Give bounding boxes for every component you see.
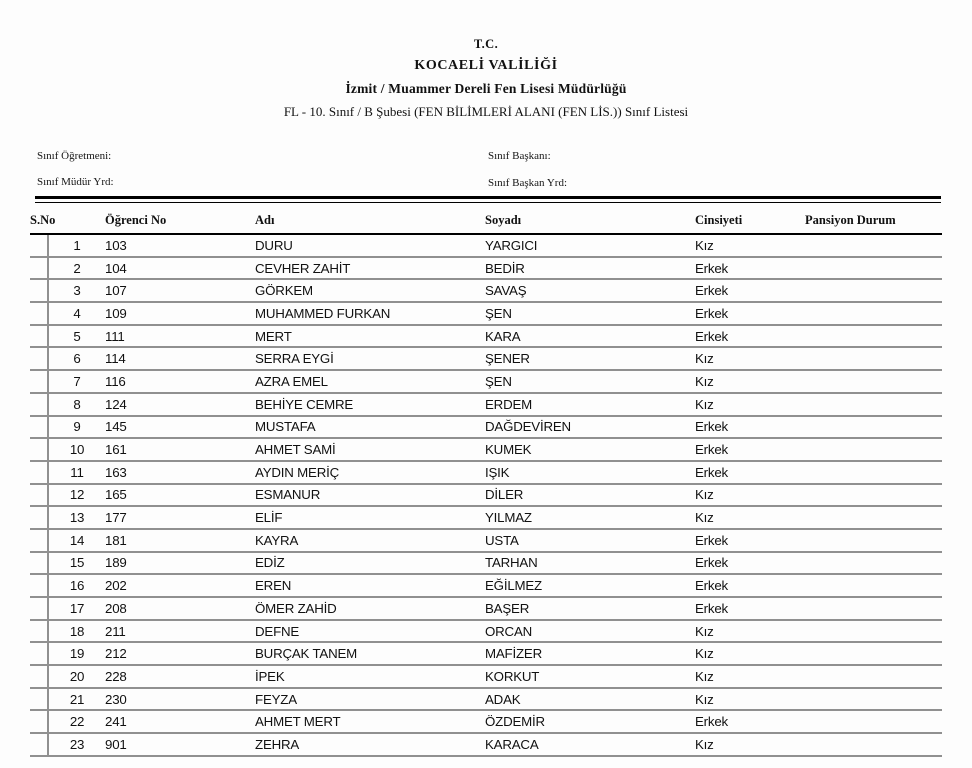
cell-adi: EREN — [255, 574, 485, 597]
cell-soyadi: ADAK — [485, 688, 695, 711]
table-row — [30, 347, 942, 370]
row-left-spacer — [30, 234, 48, 257]
cell-pansiyon — [805, 597, 942, 620]
row-left-spacer — [30, 574, 48, 597]
row-left-spacer — [30, 438, 48, 461]
row-left-spacer — [30, 529, 48, 552]
cell-cinsiyeti: Erkek — [695, 257, 805, 280]
cell-pansiyon — [805, 733, 942, 756]
table-header-row — [30, 203, 942, 234]
cell-s_no: 20 — [48, 665, 105, 688]
table-row — [30, 552, 942, 575]
cell-cinsiyeti: Kız — [695, 620, 805, 643]
row-left-spacer — [30, 347, 48, 370]
cell-cinsiyeti: Erkek — [695, 325, 805, 348]
cell-s_no: 22 — [48, 710, 105, 733]
cell-soyadi: IŞIK — [485, 461, 695, 484]
column-header-adi: Adı — [255, 203, 485, 234]
cell-cinsiyeti: Erkek — [695, 710, 805, 733]
table-row — [30, 733, 942, 756]
table-row — [30, 665, 942, 688]
table-row — [30, 302, 942, 325]
cell-ogrenci_no: 230 — [105, 688, 255, 711]
cell-soyadi: ŞEN — [485, 370, 695, 393]
cell-pansiyon — [805, 347, 942, 370]
cell-cinsiyeti: Kız — [695, 688, 805, 711]
cell-s_no: 8 — [48, 393, 105, 416]
form-label-class-vice-principal: Sınıf Müdür Yrd: — [37, 176, 114, 188]
cell-adi: ÖMER ZAHİD — [255, 597, 485, 620]
cell-adi: MUHAMMED FURKAN — [255, 302, 485, 325]
cell-ogrenci_no: 161 — [105, 438, 255, 461]
cell-s_no: 11 — [48, 461, 105, 484]
cell-pansiyon — [805, 620, 942, 643]
cell-adi: MUSTAFA — [255, 416, 485, 439]
cell-s_no: 2 — [48, 257, 105, 280]
cell-ogrenci_no: 202 — [105, 574, 255, 597]
cell-s_no: 18 — [48, 620, 105, 643]
cell-adi: BURÇAK TANEM — [255, 642, 485, 665]
cell-cinsiyeti: Kız — [695, 484, 805, 507]
cell-cinsiyeti: Erkek — [695, 597, 805, 620]
cell-soyadi: ERDEM — [485, 393, 695, 416]
cell-adi: İPEK — [255, 665, 485, 688]
cell-cinsiyeti: Erkek — [695, 574, 805, 597]
table-row — [30, 642, 942, 665]
cell-adi: AYDIN MERİÇ — [255, 461, 485, 484]
cell-adi: AHMET MERT — [255, 710, 485, 733]
row-left-spacer — [30, 642, 48, 665]
cell-pansiyon — [805, 438, 942, 461]
column-header-cinsiyeti: Cinsiyeti — [695, 203, 805, 234]
cell-soyadi: SAVAŞ — [485, 279, 695, 302]
cell-ogrenci_no: 177 — [105, 506, 255, 529]
cell-adi: GÖRKEM — [255, 279, 485, 302]
column-header-s-no: S.No — [30, 203, 105, 234]
cell-adi: CEVHER ZAHİT — [255, 257, 485, 280]
cell-ogrenci_no: 107 — [105, 279, 255, 302]
cell-soyadi: ÖZDEMİR — [485, 710, 695, 733]
cell-adi: ELİF — [255, 506, 485, 529]
table-row — [30, 279, 942, 302]
cell-adi: DEFNE — [255, 620, 485, 643]
cell-adi: SERRA EYGİ — [255, 347, 485, 370]
cell-pansiyon — [805, 416, 942, 439]
cell-ogrenci_no: 165 — [105, 484, 255, 507]
cell-cinsiyeti: Kız — [695, 506, 805, 529]
cell-ogrenci_no: 241 — [105, 710, 255, 733]
cell-pansiyon — [805, 484, 942, 507]
row-left-spacer — [30, 416, 48, 439]
cell-pansiyon — [805, 552, 942, 575]
cell-s_no: 6 — [48, 347, 105, 370]
cell-ogrenci_no: 208 — [105, 597, 255, 620]
row-left-spacer — [30, 710, 48, 733]
cell-soyadi: MAFİZER — [485, 642, 695, 665]
cell-s_no: 23 — [48, 733, 105, 756]
row-left-spacer — [30, 688, 48, 711]
table-row — [30, 234, 942, 257]
cell-ogrenci_no: 145 — [105, 416, 255, 439]
cell-pansiyon — [805, 642, 942, 665]
cell-pansiyon — [805, 393, 942, 416]
column-header-soyadi: Soyadı — [485, 203, 695, 234]
row-left-spacer — [30, 506, 48, 529]
cell-ogrenci_no: 103 — [105, 234, 255, 257]
cell-adi: MERT — [255, 325, 485, 348]
cell-soyadi: KUMEK — [485, 438, 695, 461]
table-row — [30, 597, 942, 620]
cell-pansiyon — [805, 506, 942, 529]
cell-cinsiyeti: Kız — [695, 642, 805, 665]
cell-soyadi: BEDİR — [485, 257, 695, 280]
cell-soyadi: KARA — [485, 325, 695, 348]
cell-soyadi: TARHAN — [485, 552, 695, 575]
row-left-spacer — [30, 257, 48, 280]
doc-title-province: KOCAELİ VALİLİĞİ — [414, 58, 558, 73]
cell-ogrenci_no: 212 — [105, 642, 255, 665]
cell-ogrenci_no: 211 — [105, 620, 255, 643]
cell-pansiyon — [805, 710, 942, 733]
cell-s_no: 21 — [48, 688, 105, 711]
table-row — [30, 620, 942, 643]
table-row — [30, 461, 942, 484]
cell-cinsiyeti: Erkek — [695, 552, 805, 575]
cell-pansiyon — [805, 325, 942, 348]
cell-s_no: 5 — [48, 325, 105, 348]
doc-title-tc: T.C. — [473, 37, 499, 51]
row-left-spacer — [30, 461, 48, 484]
cell-s_no: 14 — [48, 529, 105, 552]
cell-pansiyon — [805, 279, 942, 302]
cell-ogrenci_no: 901 — [105, 733, 255, 756]
cell-cinsiyeti: Kız — [695, 234, 805, 257]
cell-s_no: 16 — [48, 574, 105, 597]
cell-s_no: 3 — [48, 279, 105, 302]
table-row — [30, 393, 942, 416]
cell-ogrenci_no: 116 — [105, 370, 255, 393]
row-left-spacer — [30, 325, 48, 348]
row-left-spacer — [30, 620, 48, 643]
table-row — [30, 416, 942, 439]
cell-soyadi: BAŞER — [485, 597, 695, 620]
table-row — [30, 257, 942, 280]
cell-soyadi: EĞİLMEZ — [485, 574, 695, 597]
table-row — [30, 438, 942, 461]
header-double-rule — [35, 196, 941, 203]
cell-s_no: 4 — [48, 302, 105, 325]
cell-ogrenci_no: 163 — [105, 461, 255, 484]
cell-adi: EDİZ — [255, 552, 485, 575]
cell-pansiyon — [805, 234, 942, 257]
table-row — [30, 688, 942, 711]
cell-adi: ZEHRA — [255, 733, 485, 756]
cell-s_no: 9 — [48, 416, 105, 439]
table-row — [30, 574, 942, 597]
cell-cinsiyeti: Kız — [695, 665, 805, 688]
table-row — [30, 484, 942, 507]
column-header-pansiyon-durum: Pansiyon Durum — [805, 203, 942, 234]
cell-ogrenci_no: 104 — [105, 257, 255, 280]
cell-soyadi: YILMAZ — [485, 506, 695, 529]
doc-title-class: FL - 10. Sınıf / B Şubesi (FEN BİLİMLERİ ALANI (FEN LİS.)) Sınıf Listesi — [283, 104, 689, 119]
cell-s_no: 15 — [48, 552, 105, 575]
cell-pansiyon — [805, 370, 942, 393]
cell-adi: AZRA EMEL — [255, 370, 485, 393]
row-left-spacer — [30, 279, 48, 302]
cell-cinsiyeti: Kız — [695, 370, 805, 393]
table-row — [30, 325, 942, 348]
cell-s_no: 13 — [48, 506, 105, 529]
cell-ogrenci_no: 124 — [105, 393, 255, 416]
cell-cinsiyeti: Kız — [695, 393, 805, 416]
cell-cinsiyeti: Erkek — [695, 279, 805, 302]
cell-adi: ESMANUR — [255, 484, 485, 507]
student-table — [30, 203, 942, 757]
cell-ogrenci_no: 189 — [105, 552, 255, 575]
student-table-body — [30, 234, 942, 756]
cell-pansiyon — [805, 665, 942, 688]
form-label-class-teacher: Sınıf Öğretmeni: — [37, 150, 112, 162]
column-header-ogrenci-no: Öğrenci No — [105, 203, 255, 234]
row-left-spacer — [30, 552, 48, 575]
table-row — [30, 710, 942, 733]
cell-pansiyon — [805, 257, 942, 280]
cell-soyadi: KARACA — [485, 733, 695, 756]
cell-soyadi: DAĞDEVİREN — [485, 416, 695, 439]
cell-soyadi: DİLER — [485, 484, 695, 507]
cell-cinsiyeti: Erkek — [695, 529, 805, 552]
cell-ogrenci_no: 111 — [105, 325, 255, 348]
cell-soyadi: KORKUT — [485, 665, 695, 688]
cell-adi: AHMET SAMİ — [255, 438, 485, 461]
cell-s_no: 12 — [48, 484, 105, 507]
cell-cinsiyeti: Erkek — [695, 438, 805, 461]
cell-soyadi: USTA — [485, 529, 695, 552]
form-label-class-vice-president: Sınıf Başkan Yrd: — [488, 177, 568, 189]
row-left-spacer — [30, 370, 48, 393]
cell-cinsiyeti: Kız — [695, 733, 805, 756]
row-left-spacer — [30, 597, 48, 620]
cell-pansiyon — [805, 461, 942, 484]
cell-s_no: 17 — [48, 597, 105, 620]
form-label-class-president: Sınıf Başkanı: — [488, 150, 551, 162]
cell-cinsiyeti: Erkek — [695, 302, 805, 325]
table-row — [30, 506, 942, 529]
cell-cinsiyeti: Kız — [695, 347, 805, 370]
cell-s_no: 10 — [48, 438, 105, 461]
cell-adi: DURU — [255, 234, 485, 257]
cell-pansiyon — [805, 302, 942, 325]
cell-adi: KAYRA — [255, 529, 485, 552]
table-row — [30, 370, 942, 393]
cell-s_no: 7 — [48, 370, 105, 393]
cell-pansiyon — [805, 574, 942, 597]
table-row — [30, 529, 942, 552]
cell-soyadi: ŞENER — [485, 347, 695, 370]
cell-adi: BEHİYE CEMRE — [255, 393, 485, 416]
cell-cinsiyeti: Erkek — [695, 416, 805, 439]
cell-soyadi: ŞEN — [485, 302, 695, 325]
cell-soyadi: YARGICI — [485, 234, 695, 257]
row-left-spacer — [30, 393, 48, 416]
row-left-spacer — [30, 665, 48, 688]
row-left-spacer — [30, 302, 48, 325]
cell-pansiyon — [805, 688, 942, 711]
cell-soyadi: ORCAN — [485, 620, 695, 643]
cell-pansiyon — [805, 529, 942, 552]
cell-adi: FEYZA — [255, 688, 485, 711]
doc-title-school: İzmit / Muammer Dereli Fen Lisesi Müdürlüğü — [345, 81, 627, 96]
cell-ogrenci_no: 181 — [105, 529, 255, 552]
cell-ogrenci_no: 228 — [105, 665, 255, 688]
cell-cinsiyeti: Erkek — [695, 461, 805, 484]
cell-ogrenci_no: 109 — [105, 302, 255, 325]
cell-s_no: 19 — [48, 642, 105, 665]
cell-ogrenci_no: 114 — [105, 347, 255, 370]
row-left-spacer — [30, 484, 48, 507]
row-left-spacer — [30, 733, 48, 756]
cell-s_no: 1 — [48, 234, 105, 257]
